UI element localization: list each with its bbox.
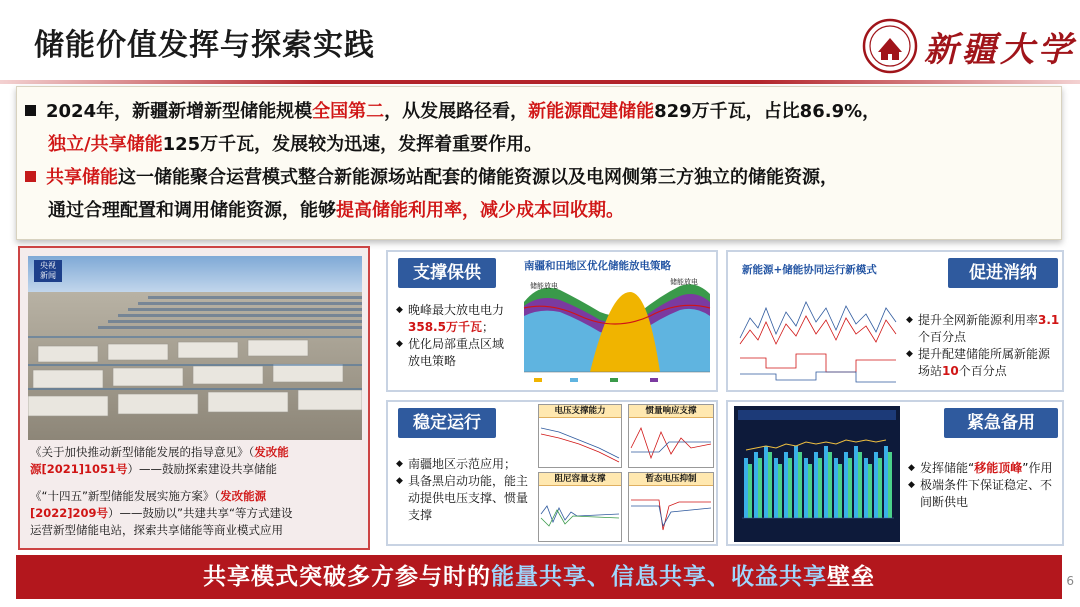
cctv-news-badge: 央视 新闻 bbox=[34, 260, 62, 282]
page-number: 6 bbox=[1066, 574, 1074, 588]
svg-text:储能放电: 储能放电 bbox=[670, 278, 698, 286]
dashboard-bar bbox=[774, 458, 778, 518]
inertia-support-chart: 惯量响应支撑 bbox=[628, 404, 714, 468]
stable-operation-title: 稳定运行 bbox=[398, 408, 496, 438]
university-seal-icon bbox=[862, 18, 918, 74]
discharge-strategy-chart bbox=[520, 272, 714, 388]
dashboard-bar bbox=[768, 452, 772, 518]
dashboard-bar bbox=[834, 458, 838, 518]
policy-photo-panel bbox=[18, 246, 370, 550]
university-logo-text: 新疆大学 bbox=[924, 30, 1076, 70]
voltage-support-chart: 电压支撑能力 bbox=[538, 404, 622, 468]
dashboard-bar bbox=[838, 464, 842, 518]
energy-storage-station-photo bbox=[28, 256, 362, 440]
policy-citation-2: 《“十四五”新型储能发展实施方案》（发改能源 [2022]209号）——鼓励以”共建共享“等方式建设 运营新型储能电站，探索共享储能等商业模式应用 bbox=[30, 489, 293, 537]
dashboard-bar bbox=[764, 446, 768, 518]
dashboard-bar bbox=[824, 446, 828, 518]
stable-operation-panel bbox=[386, 400, 718, 546]
policy-citation-1: 《关于加快推动新型储能发展的指导意见》（发改能 源[2021]1051号）——鼓励探索建设共享储能 bbox=[30, 445, 289, 476]
stable-bullets: ◆ 南疆地区示范应用； ◆ 具备黑启动功能，能主动提供电压支撑、惯量支撑 bbox=[396, 456, 532, 524]
dashboard-bar bbox=[748, 464, 752, 518]
dashboard-bar bbox=[814, 452, 818, 518]
support-chart-title: 南疆和田地区优化储能放电策略 bbox=[524, 260, 671, 272]
dashboard-bar bbox=[808, 464, 812, 518]
backup-dashboard-chart bbox=[734, 406, 900, 542]
dashboard-bar bbox=[844, 452, 848, 518]
summary-box bbox=[16, 86, 1062, 240]
dashboard-bar bbox=[868, 464, 872, 518]
dashboard-bar bbox=[878, 458, 882, 518]
dashboard-bar bbox=[758, 458, 762, 518]
svg-text:储能放电: 储能放电 bbox=[530, 282, 558, 290]
dashboard-bar bbox=[884, 446, 888, 518]
transient-voltage-chart: 暂态电压抑制 bbox=[628, 472, 714, 542]
consumption-chart-title: 新能源+储能协同运行新模式 bbox=[742, 264, 877, 276]
promote-consumption-panel bbox=[726, 250, 1064, 392]
consumption-bullets: ◆ 提升全网新能源利用率3.1个百分点 ◆ 提升配建储能所属新能源场站10个百分点 bbox=[906, 312, 1060, 380]
dashboard-bar bbox=[794, 446, 798, 518]
summary-line-1: 2024年，新疆新增新型储能规模全国第二，从发展路径看，新能源配建储能829万千瓦，占比86.9%， bbox=[25, 95, 1049, 128]
dashboard-bar bbox=[788, 458, 792, 518]
dashboard-bar bbox=[754, 452, 758, 518]
dashboard-bar bbox=[804, 458, 808, 518]
dashboard-bar bbox=[858, 452, 862, 518]
support-bullets: ◆ 晚峰最大放电电力358.5万千瓦； ◆ 优化局部重点区域放电策略 bbox=[396, 302, 514, 370]
black-square-bullet-icon bbox=[25, 105, 36, 116]
red-square-bullet-icon bbox=[25, 171, 36, 182]
dashboard-bar bbox=[848, 458, 852, 518]
dashboard-bar bbox=[818, 458, 822, 518]
dashboard-bar bbox=[864, 458, 868, 518]
summary-line-3: 共享储能这一储能聚合运营模式整合新能源场站配套的储能资源以及电网侧第三方独立的储能资源， bbox=[25, 161, 1049, 194]
damping-capacity-chart: 阻尼容量支撑 bbox=[538, 472, 622, 542]
dashboard-bar bbox=[744, 458, 748, 518]
header-divider bbox=[0, 80, 1080, 84]
support-supply-title: 支撑保供 bbox=[398, 258, 496, 288]
dashboard-bar bbox=[854, 446, 858, 518]
dashboard-bar bbox=[778, 464, 782, 518]
dashboard-bar bbox=[784, 452, 788, 518]
conclusion-banner: 共享模式突破多方参与时的能量共享、信息共享、收益共享壁垒 bbox=[16, 555, 1062, 599]
backup-bullets: ◆ 发挥储能“移能顶峰”作用 ◆ 极端条件下保证稳定、不间断供电 bbox=[908, 460, 1060, 511]
emergency-backup-title: 紧急备用 bbox=[944, 408, 1058, 438]
summary-line-2: 独立/共享储能125万千瓦，发展较为迅速，发挥着重要作用。 bbox=[48, 134, 543, 155]
dashboard-bar bbox=[874, 452, 878, 518]
summary-line-4: 通过合理配置和调用储能资源，能够提高储能利用率，减少成本回收期。 bbox=[48, 200, 624, 221]
dashboard-bar bbox=[798, 452, 802, 518]
coordinated-operation-chart bbox=[736, 278, 904, 388]
dashboard-bar bbox=[888, 452, 892, 518]
support-supply-panel bbox=[386, 250, 718, 392]
page-title: 储能价值发挥与探索实践 bbox=[34, 28, 375, 63]
emergency-backup-panel bbox=[726, 400, 1064, 546]
promote-consumption-title: 促进消纳 bbox=[948, 258, 1058, 288]
dashboard-bar bbox=[828, 452, 832, 518]
